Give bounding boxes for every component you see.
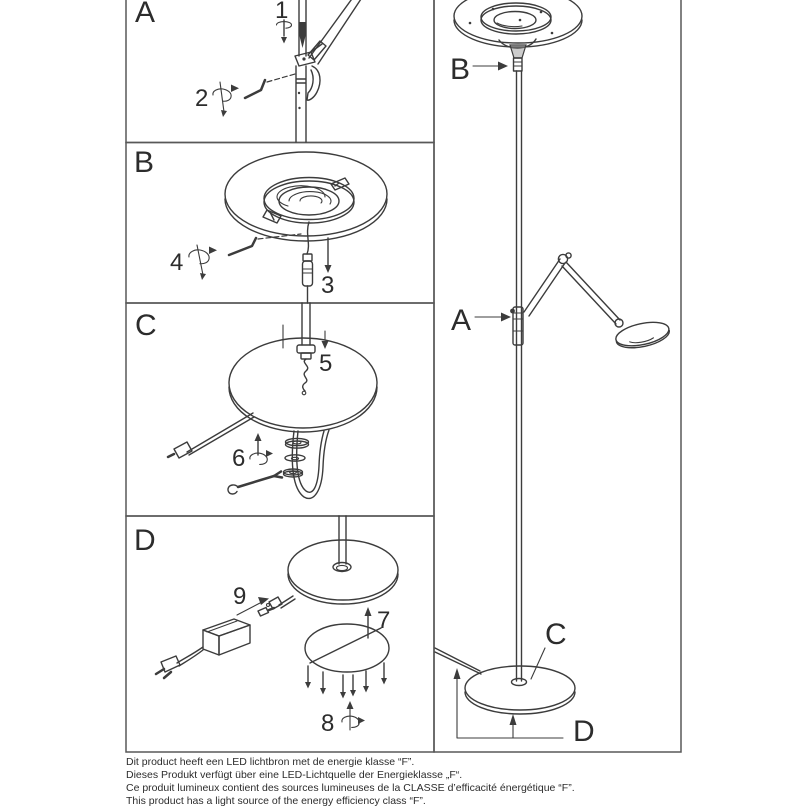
- power-adapter: [156, 619, 250, 678]
- panel-frames: [126, 0, 681, 752]
- step-6-label: 6: [232, 445, 246, 472]
- down-arrow: [325, 238, 332, 273]
- panel-d: [134, 516, 398, 737]
- marker-b: [450, 53, 508, 86]
- overview-panel: [435, 0, 671, 748]
- step-9-label: 9: [233, 583, 247, 610]
- lower-pole: [296, 66, 306, 142]
- floor-base: [435, 648, 575, 714]
- reading-arm: [510, 253, 671, 352]
- energy-note-en: This product has a light source of the energy efficiency class “F”.: [126, 795, 426, 807]
- panel-a: [135, 0, 363, 142]
- allen-key-icon: [245, 74, 295, 98]
- screw-rotate-icon: [250, 433, 273, 464]
- footer-energy-text: [126, 756, 726, 808]
- uplighter-head: [454, 0, 582, 71]
- panel-c-frame: [126, 303, 434, 516]
- panel-b-frame: [126, 143, 434, 304]
- rotate-arrow-icon: [213, 82, 239, 117]
- upper-pole: [299, 0, 306, 56]
- cord-and-connector: [303, 222, 313, 303]
- overview-label-c: C: [545, 618, 567, 651]
- step-8-label: 8: [321, 710, 335, 737]
- marker-a: [451, 304, 511, 337]
- energy-note-fr: Ce produit lumineux contient des sources lumineuses de la CLASSE d’efficacité énergétique “F”.: [126, 782, 575, 794]
- panel-c-label: C: [135, 309, 157, 342]
- panel-d-label: D: [134, 524, 156, 557]
- allen-key-icon: [229, 234, 301, 255]
- uplighter-head-underside: [225, 152, 387, 241]
- energy-note-nl: Dit product heeft een LED lichtbron met de energie klasse “F”.: [126, 756, 415, 768]
- overview-label-b: B: [450, 53, 471, 86]
- energy-note-de: Dieses Produkt verfügt über eine LED-Lichtquelle der Energieklasse „F“.: [126, 769, 463, 781]
- step-3-label: 3: [321, 272, 335, 299]
- step-5-label: 5: [319, 350, 333, 377]
- cable-loop: [292, 430, 329, 498]
- bottom-cover-disc: [305, 624, 389, 699]
- base-with-pole: [288, 516, 398, 604]
- main-pole: [517, 71, 522, 681]
- overview-label-d: D: [573, 715, 595, 748]
- rotate-arrow-icon: [189, 245, 217, 280]
- base-cable: [267, 596, 296, 609]
- pole-and-collar: [283, 303, 315, 395]
- panel-c: [135, 303, 377, 498]
- wrench-icon: [228, 472, 282, 495]
- panel-b-label: B: [134, 146, 155, 179]
- step-7-label: 7: [377, 607, 391, 634]
- panel-b: [134, 146, 387, 303]
- panel-a-label: A: [135, 0, 156, 29]
- rotate-arrow-icon: [342, 701, 365, 730]
- overview-label-a: A: [451, 304, 472, 337]
- step-2-label: 2: [195, 85, 209, 112]
- panel-d-frame: [126, 516, 434, 752]
- lamp-arm: [308, 0, 363, 64]
- step-1-label: 1: [275, 0, 289, 24]
- step-4-label: 4: [170, 249, 184, 276]
